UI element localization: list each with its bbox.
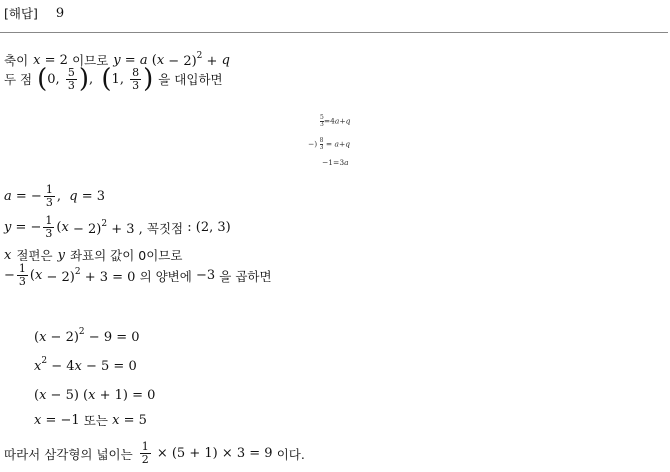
header-divider [0, 32, 668, 33]
answer-value: 9 [55, 5, 65, 21]
fraction-1-3: $\frac{1}{3}$ [45, 183, 53, 209]
substitution-eq-3: −1=3a [322, 158, 349, 167]
substitution-eq-1: $\frac{5}{3}$ =4a+q [320, 114, 351, 128]
vertex-value: (2, 3) [195, 220, 231, 235]
multiply-line: − $\frac{1}{3}$ ( x − 2)$^2$ + 3 = 0 의 양변에 −3 을 곱하면 [4, 262, 272, 288]
axis-equation: x [33, 52, 41, 68]
substitute-text: 을 대입하면 [158, 72, 223, 87]
fraction-8-3: $\frac{8}{3}$ [132, 65, 140, 92]
axis-line: 축이 x = 2 이므로 y = a ( x − 2)$^2$ + q [4, 51, 230, 69]
vertex-label: 꼭짓점 [146, 220, 184, 236]
or-text: 또는 [83, 413, 108, 428]
since-text: 이므로 [72, 53, 109, 68]
points-line: 두 점 ( 0, $\frac{5}{3}$ ) , ( 1, $\frac{8}{3}$ ) 을 대입하면 [4, 64, 223, 94]
intercept-text: 절편은 [16, 248, 53, 263]
final-text: 따라서 삼각형의 넓이는 [4, 446, 133, 462]
step-3: (x − 5) (x + 1) = 0 [34, 388, 156, 403]
equation-line: y = − $\frac{1}{3}$ ( x − 2)$^2$ + 3 , 꼭짓점 : (2, 3) [4, 214, 231, 240]
final-line: 따라서 삼각형의 넓이는 $\frac{1}{2}$ × (5 + 1) × 3 = 9 이다. [4, 440, 305, 466]
answer-header [4, 4, 64, 22]
multiply-text: 을 곱하면 [219, 268, 272, 284]
coordinate-text: 좌표의 값이 0이므로 [69, 248, 183, 263]
x-intercept-line: x 절편은 y 좌표의 값이 0이므로 [4, 247, 183, 263]
points-text: 두 점 [4, 72, 33, 87]
both-sides-text: 의 양변에 [139, 268, 192, 284]
step-2: $x^2 - 4x - 5 = 0$ [34, 356, 137, 374]
step-1: $(x - 2)^2 - 9 = 0$ [34, 327, 140, 345]
final-end-text: 이다. [276, 446, 305, 462]
step-4: x = −1 또는 x = 5 [34, 412, 147, 428]
fraction-5-3: $\frac{5}{3}$ [67, 65, 75, 92]
fraction-1-2: $\frac{1}{2}$ [141, 440, 149, 466]
axis-text: 축이 [4, 53, 29, 68]
answer-label: [해답] [4, 6, 38, 21]
substitution-eq-2: −) $\frac{8}{3}$ = a+q [308, 137, 351, 151]
coefficients-line: a = − $\frac{1}{3}$ , q = 3 [4, 183, 105, 209]
